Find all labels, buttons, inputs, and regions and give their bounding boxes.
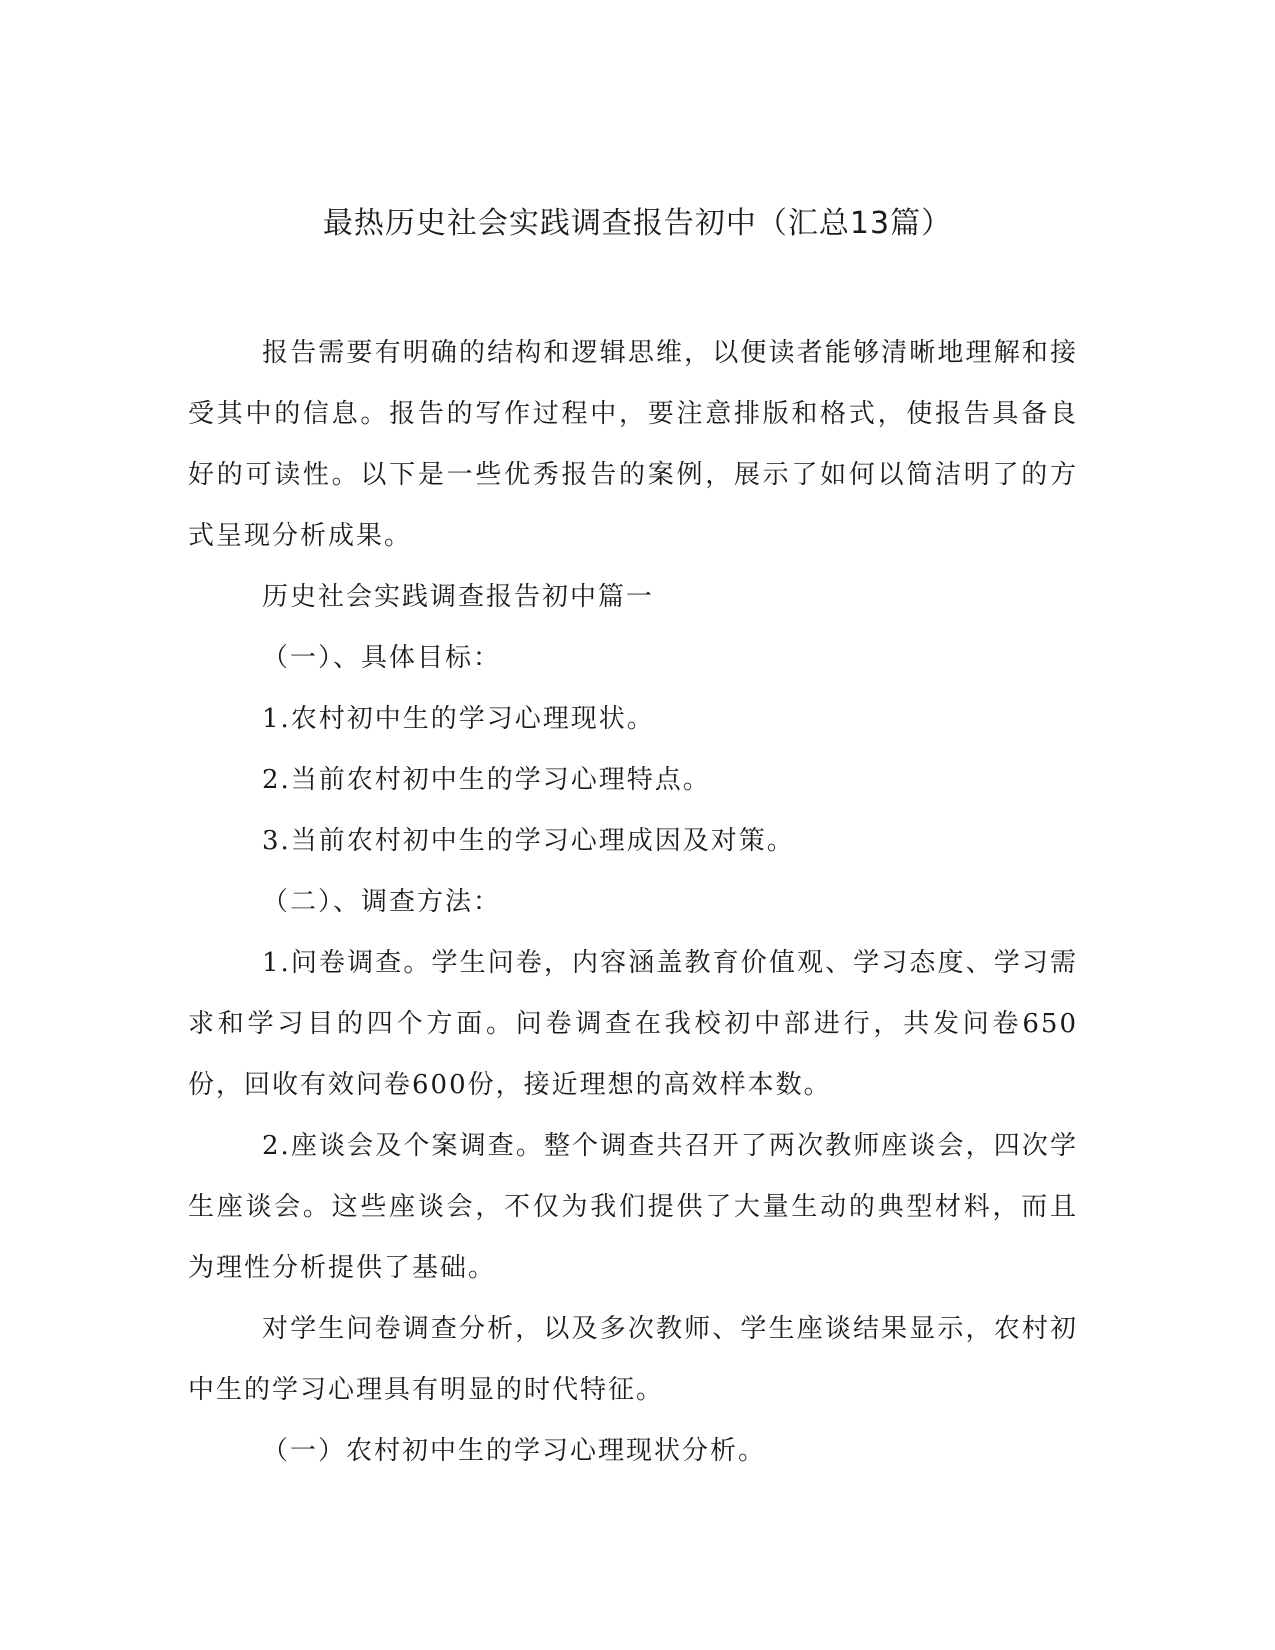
document-title: 最热历史社会实践调查报告初中（汇总13篇） — [322, 206, 953, 241]
list-item: 2.当前农村初中生的学习心理特点。 — [262, 765, 711, 795]
section-heading: 历史社会实践调查报告初中篇一 — [262, 582, 655, 612]
intro-paragraph: 报告需要有明确的结构和逻辑思维，以便读者能够清晰地理解和接受其中的信息。报告的写作过程中，要注意排版和格式，使报告具备良好的可读性。以下是一些优秀报告的案例，展示了如何以简洁明了的方式呈现分析成果。 — [188, 338, 1078, 551]
list-item: 3.当前农村初中生的学习心理成因及对策。 — [262, 826, 795, 856]
document-body — [188, 323, 1078, 1482]
list-item: 1.农村初中生的学习心理现状。 — [262, 704, 655, 734]
method-paragraph: 1.问卷调查。学生问卷，内容涵盖教育价值观、学习态度、学习需求和学习目的四个方面。问卷调查在我校初中部进行，共发问卷650份，回收有效问卷600份，接近理想的高效样本数。 — [188, 948, 1078, 1100]
subsection-heading: （一）农村初中生的学习心理现状分析。 — [262, 1436, 767, 1466]
analysis-paragraph: 对学生问卷调查分析，以及多次教师、学生座谈结果显示，农村初中生的学习心理具有明显的时代特征。 — [188, 1314, 1078, 1405]
method-paragraph: 2.座谈会及个案调查。整个调查共召开了两次教师座谈会，四次学生座谈会。这些座谈会，不仅为我们提供了大量生动的典型材料，而且为理性分析提供了基础。 — [188, 1131, 1078, 1283]
subsection-heading: （一）、具体目标： — [262, 643, 502, 673]
subsection-heading: （二）、调查方法： — [262, 887, 502, 917]
